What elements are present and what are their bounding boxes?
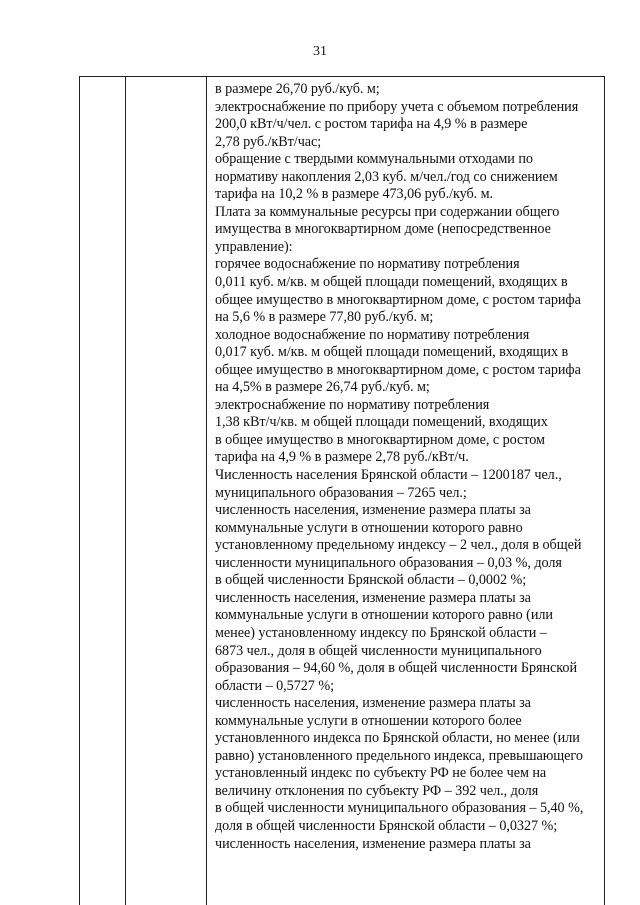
text-line: тарифа на 10,2 % в размере 473,06 руб./куб. м. bbox=[215, 186, 494, 203]
text-line: на 5,6 % в размере 77,80 руб./куб. м; bbox=[215, 309, 434, 326]
text-line: электроснабжение по нормативу потребления bbox=[215, 396, 490, 413]
text-line: доля в общей численности Брянской области – 0,0327 %; bbox=[215, 817, 558, 834]
text-line: холодное водоснабжение по нормативу потребления bbox=[215, 326, 530, 343]
text-line: в размере 26,70 руб./куб. м; bbox=[215, 81, 380, 97]
text-line: менее) установленному индексу по Брянской области – bbox=[215, 624, 547, 641]
text-line: численность населения, изменение размера платы за bbox=[215, 589, 531, 606]
page-number: 31 bbox=[313, 44, 327, 59]
text-line: Плата за коммунальные ресурсы при содержании общего bbox=[215, 203, 560, 220]
text-line: численность населения, изменение размера платы за bbox=[215, 695, 531, 712]
text-line: коммунальные услуги в отношении которого равно (или bbox=[215, 607, 553, 624]
text-line: 6873 чел., доля в общей численности муниципального bbox=[215, 642, 542, 659]
table-column-divider bbox=[206, 77, 207, 905]
text-line: в общей численности Брянской области – 0,0002 %; bbox=[215, 572, 527, 589]
text-line: 0,017 куб. м/кв. м общей площади помещений, входящих в bbox=[215, 344, 569, 361]
text-line: тарифа на 4,9 % в размере 2,78 руб./кВт/ч. bbox=[215, 449, 469, 466]
text-line: имущества в многоквартирном доме (непосредственное bbox=[215, 221, 551, 238]
text-line: общее имущество в многоквартирном доме, с ростом тарифа bbox=[215, 361, 581, 378]
text-line: на 4,5% в размере 26,74 руб./куб. м; bbox=[215, 379, 430, 396]
text-line: электроснабжение по прибору учета с объемом потребления bbox=[215, 98, 579, 115]
text-line: обращение с твердыми коммунальными отходами по bbox=[215, 151, 533, 168]
text-line: 200,0 кВт/ч/чел. с ростом тарифа на 4,9 % в размере bbox=[215, 116, 528, 133]
document-table bbox=[79, 76, 605, 905]
text-line: управление): bbox=[215, 238, 293, 255]
table-cell-text bbox=[215, 81, 601, 853]
text-line: численность населения, изменение размера платы за bbox=[215, 502, 531, 519]
table-column-divider bbox=[125, 77, 126, 905]
text-line: нормативу накопления 2,03 куб. м/чел./год со снижением bbox=[215, 168, 558, 185]
text-line: численности муниципального образования – 0,03 %, доля bbox=[215, 554, 562, 571]
text-line: установленного индекса по Брянской области, но менее (или bbox=[215, 730, 580, 747]
text-line: коммунальные услуги в отношении которого равно bbox=[215, 519, 523, 536]
text-line: 0,011 куб. м/кв. м общей площади помещений, входящих в bbox=[215, 274, 568, 291]
text-line: 1,38 кВт/ч/кв. м общей площади помещений, входящих bbox=[215, 414, 548, 431]
text-line: образования – 94,60 %, доля в общей численности Брянской bbox=[215, 660, 577, 677]
text-line: Численность населения Брянской области – 1200187 чел., bbox=[215, 467, 562, 484]
text-line: численность населения, изменение размера платы за bbox=[215, 835, 531, 852]
text-line: равно) установленного предельного индекса, превышающего bbox=[215, 747, 583, 764]
text-line: горячее водоснабжение по нормативу потребления bbox=[215, 256, 520, 273]
text-line: коммунальные услуги в отношении которого более bbox=[215, 712, 522, 729]
text-line: 2,78 руб./кВт/час; bbox=[215, 133, 322, 150]
text-line: муниципального образования – 7265 чел.; bbox=[215, 484, 467, 501]
text-line: общее имущество в многоквартирном доме, с ростом тарифа bbox=[215, 291, 581, 308]
text-line: величину отклонения по субъекту РФ – 392 чел., доля bbox=[215, 782, 539, 799]
text-line: установленному предельному индексу – 2 чел., доля в общей bbox=[215, 537, 582, 554]
text-line: в общее имущество в многоквартирном доме, с ростом bbox=[215, 431, 545, 448]
text-line: в общей численности муниципального образования – 5,40 %, bbox=[215, 800, 584, 817]
text-line: области – 0,5727 %; bbox=[215, 677, 334, 694]
text-line: установленный индекс по субъекту РФ не более чем на bbox=[215, 765, 547, 782]
